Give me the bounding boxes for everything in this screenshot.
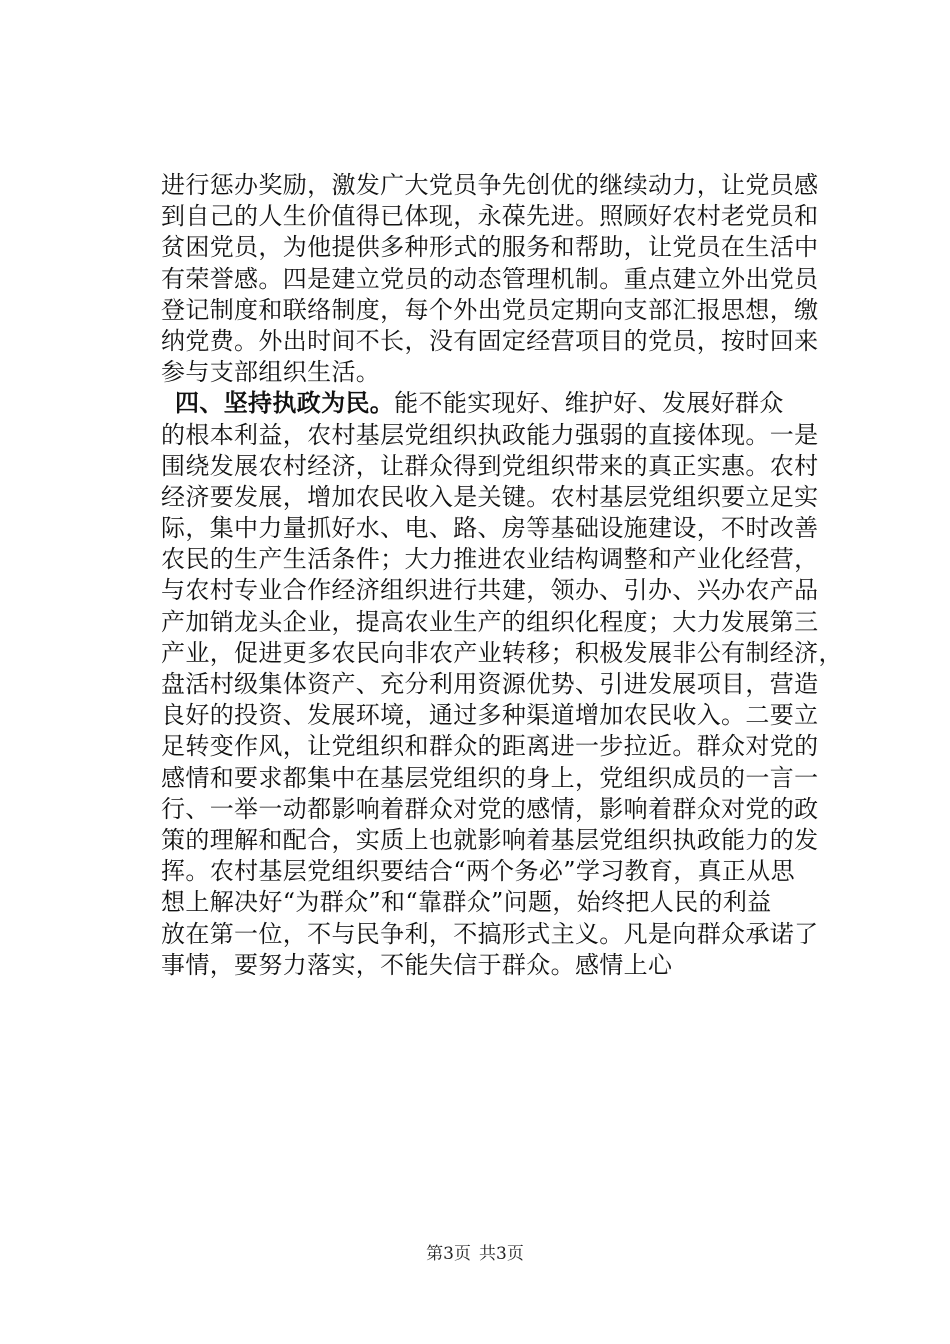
text-line: 良好的投资、发展环境，通过多种渠道增加农民收入。二要立 <box>161 701 819 730</box>
text-line: 有荣誉感。四是建立党员的动态管理机制。重点建立外出党员 <box>161 264 819 293</box>
text-line: 参与支部组织生活。 <box>161 358 381 387</box>
text-line: 进行惩办奖励，激发广大党员争先创优的继续动力，让党员感 <box>161 171 819 199</box>
text-line: 与农村专业合作经济组织进行共建，领办、引办、兴办农产品 <box>161 576 819 605</box>
text-line: 的根本利益，农村基层党组织执政能力强弱的直接体现。一是 <box>161 420 819 449</box>
body-text <box>161 170 843 981</box>
section-first-line <box>161 388 801 419</box>
text-line: 盘活村级集体资产、充分利用资源优势、引进发展项目，营造 <box>161 670 819 698</box>
page-total: 共3页 <box>479 1244 524 1264</box>
text-line: 登记制度和联络制度，每个外出党员定期向支部汇报思想，缴 <box>161 295 819 324</box>
text-line: 产业，促进更多农民向非农产业转移；积极发展非公有制经济， <box>161 638 843 667</box>
page-footer <box>0 1242 950 1266</box>
text-line: 事情，要努力落实，不能失信于群众。感情上心 <box>161 950 673 979</box>
text-line: 到自己的人生价值得已体现，永葆先进。照顾好农村老党员和 <box>161 202 819 231</box>
text-line: 行、一举一动都影响着群众对党的感情，影响着群众对党的政 <box>161 794 819 823</box>
text-line: 放在第一位，不与民争利，不搞形式主义。凡是向群众承诺了 <box>161 919 819 948</box>
text-line: 挥。农村基层党组织要结合“两个务必”学习教育，真正从思 <box>161 857 795 886</box>
text-line: 策的理解和配合，实质上也就影响着基层党组织执政能力的发 <box>161 825 819 854</box>
text-line: 围绕发展农村经济，让群众得到党组织带来的真正实惠。农村 <box>161 451 819 480</box>
text-line: 农民的生产生活条件；大力推进农业结构调整和产业化经营， <box>161 545 819 574</box>
page-number: 第3页 <box>426 1244 471 1264</box>
text-line: 贫困党员，为他提供多种形式的服务和帮助，让党员在生活中 <box>161 233 819 262</box>
text-line: 经济要发展，增加农民收入是关键。农村基层党组织要立足实 <box>161 482 819 511</box>
section-heading: 四、坚持执政为民。 <box>175 389 395 418</box>
text-line: 感情和要求都集中在基层党组织的身上，党组织成员的一言一 <box>161 763 819 792</box>
text-line: 产加销龙头企业，提高农业生产的组织化程度；大力发展第三 <box>161 607 819 636</box>
text-line: 足转变作风，让党组织和群众的距离进一步拉近。群众对党的 <box>161 732 819 761</box>
text-line: 想上解决好“为群众”和“靠群众”问题，始终把人民的利益 <box>161 888 772 917</box>
text-line: 际，集中力量抓好水、电、路、房等基础设施建设，不时改善 <box>161 514 819 543</box>
text-line: 纳党费。外出时间不长，没有固定经营项目的党员，按时回来 <box>161 326 819 355</box>
section-first-line-text: 能不能实现好、维护好、发展好群众 <box>394 389 784 418</box>
